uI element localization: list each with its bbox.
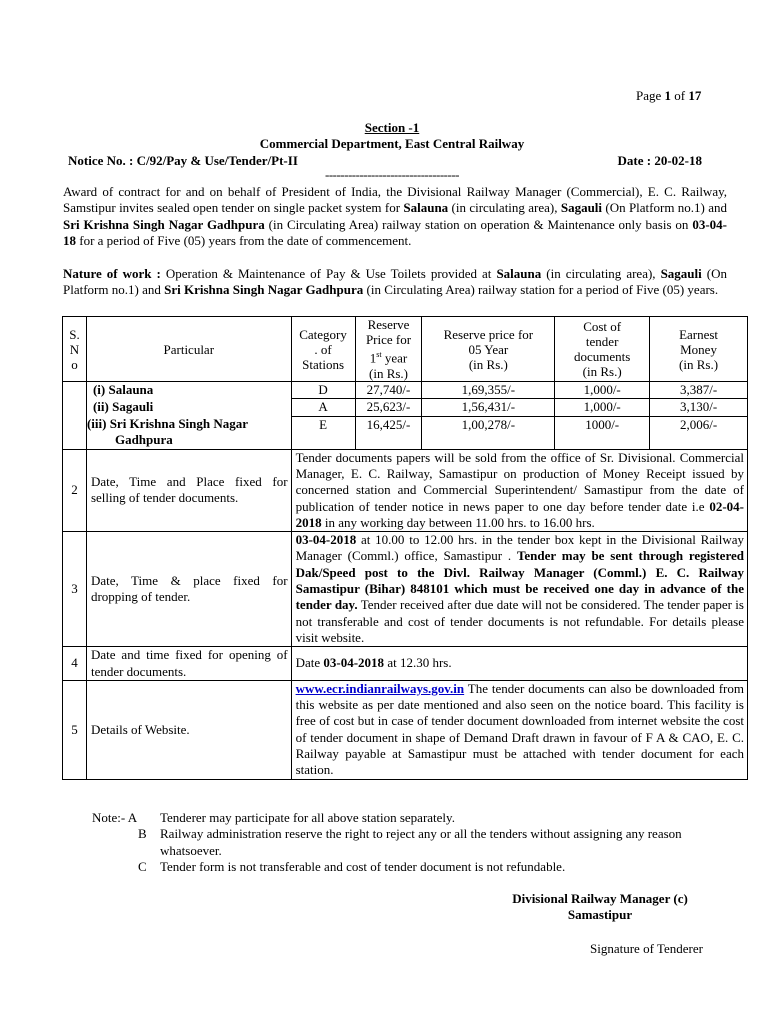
department-title: Commercial Department, East Central Railway [259, 136, 525, 152]
signature-block [470, 891, 730, 924]
station-row-gadhpura [63, 416, 748, 449]
station-sno-cell [63, 382, 87, 450]
header-earnest: Earnest Money (in Rs.) [650, 317, 748, 382]
row-sno: 4 [63, 647, 87, 681]
page-of: of [674, 88, 686, 103]
signatory-place: Samastipur [567, 907, 633, 923]
row-label: Date and time fixed for opening of tender documents. [86, 647, 291, 681]
station-reserve-5yr: 1,00,278/- [422, 416, 555, 449]
station-row-salauna [63, 382, 748, 399]
note-a: Note:- A Tenderer may participate for all above station separately. [92, 810, 455, 825]
section-title: Section -1 [364, 120, 420, 135]
table-row-website [63, 680, 748, 779]
row-label: Date, Time and Place fixed for selling of tender documents. [86, 449, 291, 531]
tender-table [62, 316, 748, 780]
table-row-selling [63, 449, 748, 531]
station-cost: 1,000/- [555, 399, 650, 416]
header-cost: Cost of tender documents (in Rs.) [555, 317, 650, 382]
row-sno: 5 [63, 680, 87, 779]
station-name: (iii) Sri Krishna Singh Nagar Gadhpura [86, 416, 291, 449]
header-particular: Particular [86, 317, 291, 382]
header-sno: S. N o [63, 317, 87, 382]
station-earnest: 2,006/- [650, 416, 748, 449]
header-reserve-1yr: Reserve Price for 1st year (in Rs.) [355, 317, 422, 382]
row-label: Details of Website. [86, 680, 291, 779]
table-header-row [63, 317, 748, 382]
nature-of-work: Nature of work : Operation & Maintenance of Pay & Use Toilets provided at Salauna (in circulating area), Sagauli (On Platform no.1) and Sri Krishna Singh Nagar Gadhpura (in Circulating Area) railway station for a period of Five (05) years. [63, 266, 727, 298]
row-sno: 3 [63, 532, 87, 647]
intro-paragraph: Award of contract for and on behalf of President of India, the Divisional Railway Manager (Commercial), E. C. Railway, Samstipur invites sealed open tender on single packet system for Salauna (in circulating area), Sagauli (On Platform no.1) and Sri Krishna Singh Nagar Gadhpura (in Circulating Area) railway station on operation & Maintenance only basis on 03-04-18 for a period of Five (05) years from the date of commencement. [63, 184, 727, 248]
table-row-dropping [63, 532, 748, 647]
note-b: B Railway administration reserve the right to reject any or all the tenders without assigning any reason whatsoever. [138, 826, 682, 858]
notice-date: Date : 20-02-18 [617, 152, 702, 168]
station-earnest: 3,130/- [650, 399, 748, 416]
page-prefix: Page [636, 88, 662, 103]
signatory-title: Divisional Railway Manager (c) [512, 891, 688, 906]
station-name: (ii) Sagauli [86, 399, 291, 416]
row-description: Tender documents papers will be sold from the office of Sr. Divisional. Commercial Manager, E. C. Railway, Samastipur on production of Money Receipt issued by concerned station and Commercial Superintendent/ Samastipur from the date of publication of tender notice in news paper to one day before tender date i.e 02-04-2018 in any working day between 11.00 hrs. to 16.00 hrs. [291, 449, 747, 531]
header-category: Category . of Stations [291, 317, 355, 382]
station-earnest: 3,387/- [650, 382, 748, 399]
document-header [62, 120, 722, 181]
station-reserve-1yr: 16,425/- [355, 416, 422, 449]
table-row-opening [63, 647, 748, 681]
page-total: 17 [688, 88, 702, 103]
page-number [636, 88, 701, 104]
row-sno: 2 [63, 449, 87, 531]
station-category: E [291, 416, 355, 449]
header-divider: ----------------------------------- [324, 166, 460, 182]
station-row-sagauli [63, 399, 748, 416]
row-description: www.ecr.indianrailways.gov.in The tender documents can also be downloaded from this website as per date mentioned and also seen on the notice board. This facility is free of cost but in case of tender document downloaded from internet website the cost of tender document in shape of Demand Draft drawn in favour of F A & CAO, E. C. Railway payable at Samastipur must be attached with tender document for each station. [291, 680, 747, 779]
website-link[interactable]: www.ecr.indianrailways.gov.in [295, 680, 465, 696]
station-reserve-1yr: 25,623/- [355, 399, 422, 416]
station-reserve-5yr: 1,56,431/- [422, 399, 555, 416]
station-category: D [291, 382, 355, 399]
station-cost: 1000/- [555, 416, 650, 449]
tenderer-signature: Signature of Tenderer [590, 941, 703, 956]
notes-block [92, 810, 732, 875]
station-cost: 1,000/- [555, 382, 650, 399]
row-description: Date 03-04-2018 at 12.30 hrs. [291, 647, 747, 681]
notice-number: Notice No. : C/92/Pay & Use/Tender/Pt-II [68, 152, 298, 168]
station-reserve-1yr: 27,740/- [355, 382, 422, 399]
row-label: Date, Time & place fixed for dropping of tender. [86, 532, 291, 647]
note-c: C Tender form is not transferable and cost of tender document is not refundable. [138, 858, 566, 874]
station-category: A [291, 399, 355, 416]
station-name: (i) Salauna [86, 382, 291, 399]
station-reserve-5yr: 1,69,355/- [422, 382, 555, 399]
row-description: 03-04-2018 at 10.00 to 12.00 hrs. in the tender box kept in the Divisional Railway Manager (Comml.) office, Samastipur . Tender may be sent through registered Dak/Speed post to the Divl. Railway Manager (Comml.) E. C. Railway Samastipur (Bihar) 848101 which must be received one day in advance of the tender day. Tender received after due date will not be considered. The tender paper is not transferable and cost of tender documents is not refundable. For details please visit website. [291, 532, 747, 647]
page-current: 1 [664, 88, 672, 103]
header-reserve-5yr: Reserve price for 05 Year (in Rs.) [422, 317, 555, 382]
